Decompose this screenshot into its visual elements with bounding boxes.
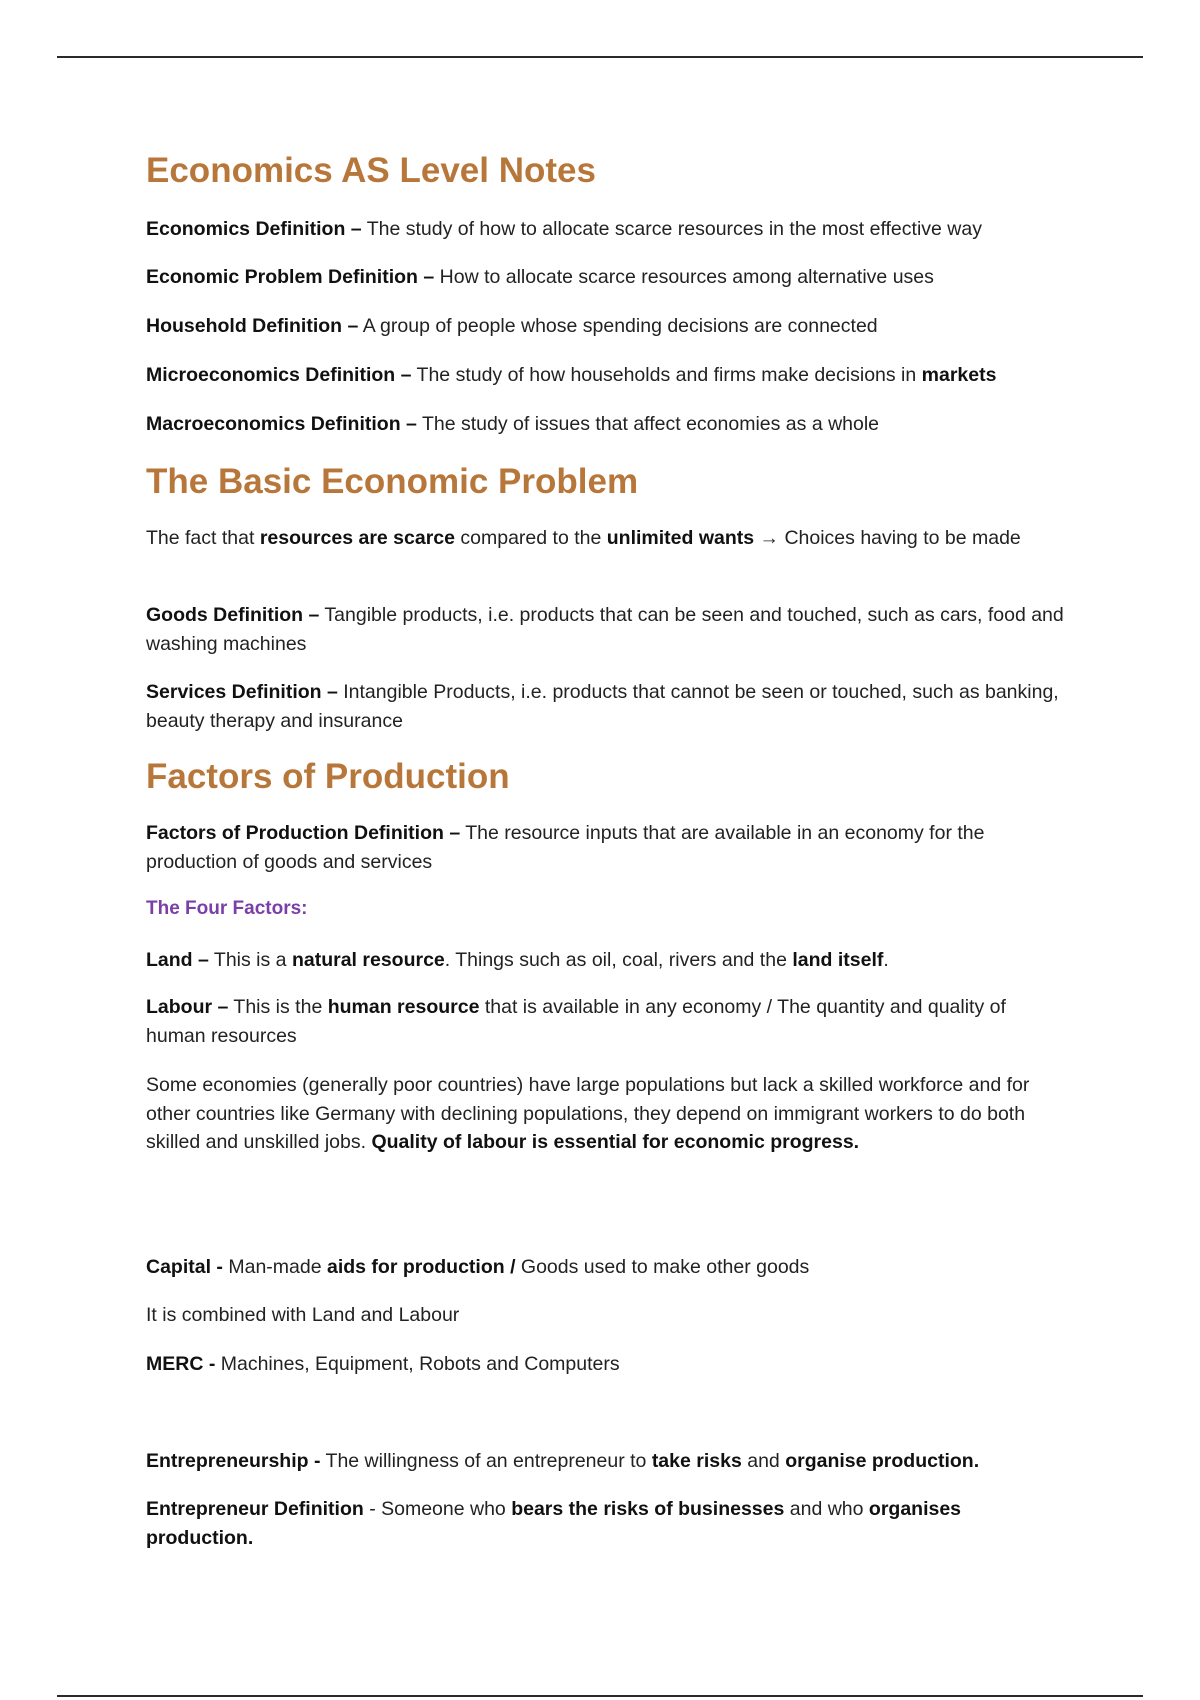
definition-text-2: and who <box>789 1498 864 1520</box>
definition-entrepreneur <box>146 1495 1066 1552</box>
factor-bold-1: take risks <box>651 1450 742 1472</box>
four-factors-subheading: The Four Factors: <box>146 898 308 919</box>
basic-problem-intro <box>146 524 1066 553</box>
factor-capital <box>146 1253 1066 1282</box>
definition-text: Intangible Products, i.e. products that cannot be seen or touched, such as banking, beauty therapy and insurance <box>146 681 1059 732</box>
definition-text: Tangible products, i.e. products that can be seen and touched, such as cars, food and washing machines <box>146 604 1064 655</box>
definition-text: How to allocate scarce resources among alternative uses <box>439 266 934 288</box>
intro-text-2: compared to the <box>460 527 602 549</box>
page-title: Economics AS Level Notes <box>146 151 596 190</box>
factor-text-1: This is the <box>233 996 323 1018</box>
definition-term: Goods Definition – <box>146 604 320 626</box>
factor-term: Labour – <box>146 996 229 1018</box>
definition-bold-2: organises production. <box>146 1498 962 1549</box>
factor-term: Land – <box>146 949 209 971</box>
definition-microeconomics <box>146 361 1066 390</box>
definition-economic-problem <box>146 263 1066 292</box>
factor-term: Capital - <box>146 1256 223 1278</box>
top-rule <box>57 56 1143 58</box>
factor-bold-2: organise production. <box>785 1450 980 1472</box>
definition-term: Macroeconomics Definition – <box>146 413 417 435</box>
factor-text-1: Man-made <box>228 1256 322 1278</box>
definition-text: A group of people whose spending decisions are connected <box>362 315 878 337</box>
definition-goods <box>146 601 1066 658</box>
definition-term: Microeconomics Definition – <box>146 364 412 386</box>
factor-term: Entrepreneurship - <box>146 1450 321 1472</box>
capital-note: It is combined with Land and Labour <box>146 1304 460 1326</box>
factor-bold-1: natural resource <box>291 949 445 971</box>
definition-term: Economics Definition – <box>146 218 362 240</box>
factor-entrepreneurship <box>146 1447 1066 1476</box>
factor-labour <box>146 993 1066 1050</box>
bottom-rule <box>57 1695 1143 1697</box>
definition-term: Entrepreneur Definition <box>146 1498 364 1520</box>
intro-bold-2: unlimited wants <box>606 527 755 549</box>
factor-bold-2: land itself <box>792 949 884 971</box>
definition-bold-1: bears the risks of businesses <box>511 1498 785 1520</box>
factor-text-2: Goods used to make other goods <box>520 1256 810 1278</box>
definition-term: Economic Problem Definition – <box>146 266 435 288</box>
factor-land <box>146 946 1066 975</box>
definition-term: Household Definition – <box>146 315 359 337</box>
definition-bold-end: markets <box>921 364 997 386</box>
factor-text-3: . <box>883 949 889 971</box>
definition-macroeconomics <box>146 410 1066 439</box>
definition-factors-of-production <box>146 819 1066 876</box>
definition-text-1: - Someone who <box>369 1498 506 1520</box>
section-heading-basic-problem: The Basic Economic Problem <box>146 462 639 501</box>
merc-term: MERC - <box>146 1353 216 1375</box>
factor-bold-1: aids for production / <box>327 1256 516 1278</box>
labour-note-bold: Quality of labour is essential for economic progress. <box>371 1131 860 1153</box>
intro-bold-1: resources are scarce <box>259 527 455 549</box>
definition-economics <box>146 215 1066 244</box>
merc-text: Machines, Equipment, Robots and Computers <box>220 1353 620 1375</box>
section-heading-factors: Factors of Production <box>146 757 510 796</box>
definition-text: The study of how to allocate scarce resources in the most effective way <box>366 218 982 240</box>
merc-definition <box>146 1350 1066 1379</box>
definition-term: Services Definition – <box>146 681 338 703</box>
intro-text-1: The fact that <box>146 527 255 549</box>
factor-bold-1: human resource <box>327 996 480 1018</box>
definition-text: The study of how households and firms make decisions in <box>416 364 917 386</box>
labour-note-text: Some economies (generally poor countries) have large populations but lack a skilled workforce and for other countries like Germany with declining populations, they depend on immigrant workers to do both skilled and unskilled jobs. <box>146 1074 1030 1153</box>
definition-services <box>146 678 1066 735</box>
factor-text-1: This is a <box>213 949 287 971</box>
intro-text-3: → Choices having to be made <box>759 527 1021 549</box>
factor-text-2: and <box>747 1450 780 1472</box>
labour-note <box>146 1071 1066 1157</box>
factor-text-2: . Things such as oil, coal, rivers and the <box>444 949 787 971</box>
definition-term: Factors of Production Definition – <box>146 822 461 844</box>
definition-household <box>146 312 1066 341</box>
factor-text-2: that is available in any economy / The quantity and quality of human resources <box>146 996 1006 1047</box>
factor-text-1: The willingness of an entrepreneur to <box>325 1450 647 1472</box>
definition-text: The study of issues that affect economies as a whole <box>421 413 880 435</box>
definition-text: The resource inputs that are available in an economy for the production of goods and services <box>146 822 985 873</box>
